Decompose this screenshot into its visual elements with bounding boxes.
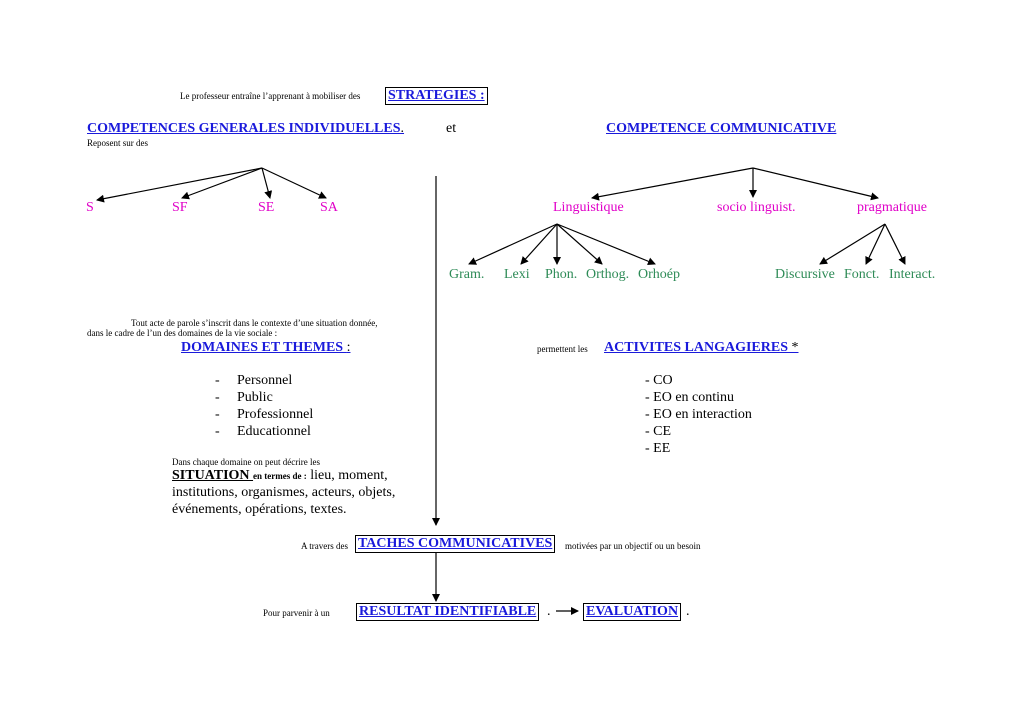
prag-fonct: Fonct. [844,267,880,282]
activites-langagieres-title [604,341,799,355]
situation-line [172,469,388,483]
right-tree-arrows [469,168,905,264]
domaines-themes-title [181,341,350,355]
activity-co: - CO [645,373,673,388]
situation-line3: événements, opérations, textes. [172,502,347,517]
left-item-sa: SA [320,200,338,215]
ling-phon: Phon. [545,267,578,282]
activity-eo-interaction: - EO en interaction [645,407,752,422]
situation-line1: lieu, moment, [310,468,388,483]
prag-discursive: Discursive [775,267,835,282]
ling-orhoep: Orhoép [638,267,680,282]
result-dot: . [547,604,551,619]
left-item-s: S [86,200,94,215]
left-item-se: SE [258,200,275,215]
ling-lexi: Lexi [504,267,530,282]
resultat-identifiable-title: RESULTAT IDENTIFIABLE [359,604,537,619]
strategies-intro: Le professeur entraîne l’apprenant à mobiliser des [180,91,361,101]
competence-communicative-title: COMPETENCE COMMUNICATIVE [606,121,837,136]
result-intro: Pour parvenir à un [263,608,330,618]
bullet: - [215,407,220,422]
ling-orthog: Orthog. [586,267,630,282]
prag-interact: Interact. [889,267,936,282]
tasks-intro: A travers des [301,541,348,551]
right-item-pragmatique: pragmatique [857,200,927,215]
domaines-themes-colon: : [346,340,351,355]
situation-terms: en termes de : [253,471,307,481]
bullet: - [215,373,220,388]
strategies-title: STRATEGIES : [388,88,485,103]
connector-et: et [446,121,457,136]
competences-generales-title [87,122,404,136]
bullet: - [215,390,220,405]
domain-item [215,391,220,405]
competences-generales-label: COMPETENCES GENERALES INDIVIDUELLES [87,121,401,136]
situation-line2: institutions, organismes, acteurs, objets, [172,485,396,500]
activity-eo-continu: - EO en continu [645,390,735,405]
tasks-suffix: motivées par un objectif ou un besoin [565,541,701,551]
bullet: - [215,424,220,439]
domain-educationnel: Educationnel [237,424,311,439]
reposent-subtitle: Reposent sur des [87,138,148,148]
situation-intro: Dans chaque domaine on peut décrire les [172,457,320,467]
domains-intro-line2: dans le cadre de l’un des domaines de la vie sociale : [87,328,278,338]
resultat-box [356,603,539,621]
situation-title: SITUATION [172,468,254,483]
right-item-sociolinguist: socio linguist. [717,200,796,215]
domain-personnel: Personnel [237,373,293,388]
left-item-sf: SF [172,200,188,215]
activites-langagieres-star: * [788,340,799,355]
domain-item [215,425,220,439]
ling-gram: Gram. [449,267,485,282]
evaluation-box [583,603,681,621]
domain-item [215,374,220,388]
competences-generales-suffix: . [400,121,405,136]
domains-intro-line1: Tout acte de parole s’inscrit dans le contexte d’une situation donnée, [131,318,378,328]
domain-professionnel: Professionnel [237,407,314,422]
left-tree-arrows [97,168,326,200]
activities-intro: permettent les [537,344,588,354]
domain-public: Public [237,390,273,405]
activity-ce: - CE [645,424,672,439]
evaluation-title: EVALUATION [586,604,679,619]
activites-langagieres-label: ACTIVITES LANGAGIERES [604,340,788,355]
domain-item [215,408,220,422]
activity-ee: - EE [645,441,671,456]
strategies-box [385,87,488,105]
taches-communicatives-title: TACHES COMMUNICATIVES [358,536,553,551]
right-item-linguistique: Linguistique [553,200,624,215]
domaines-themes-label: DOMAINES ET THEMES [181,340,347,355]
evaluation-dot: . [686,604,690,619]
taches-box [355,535,555,553]
